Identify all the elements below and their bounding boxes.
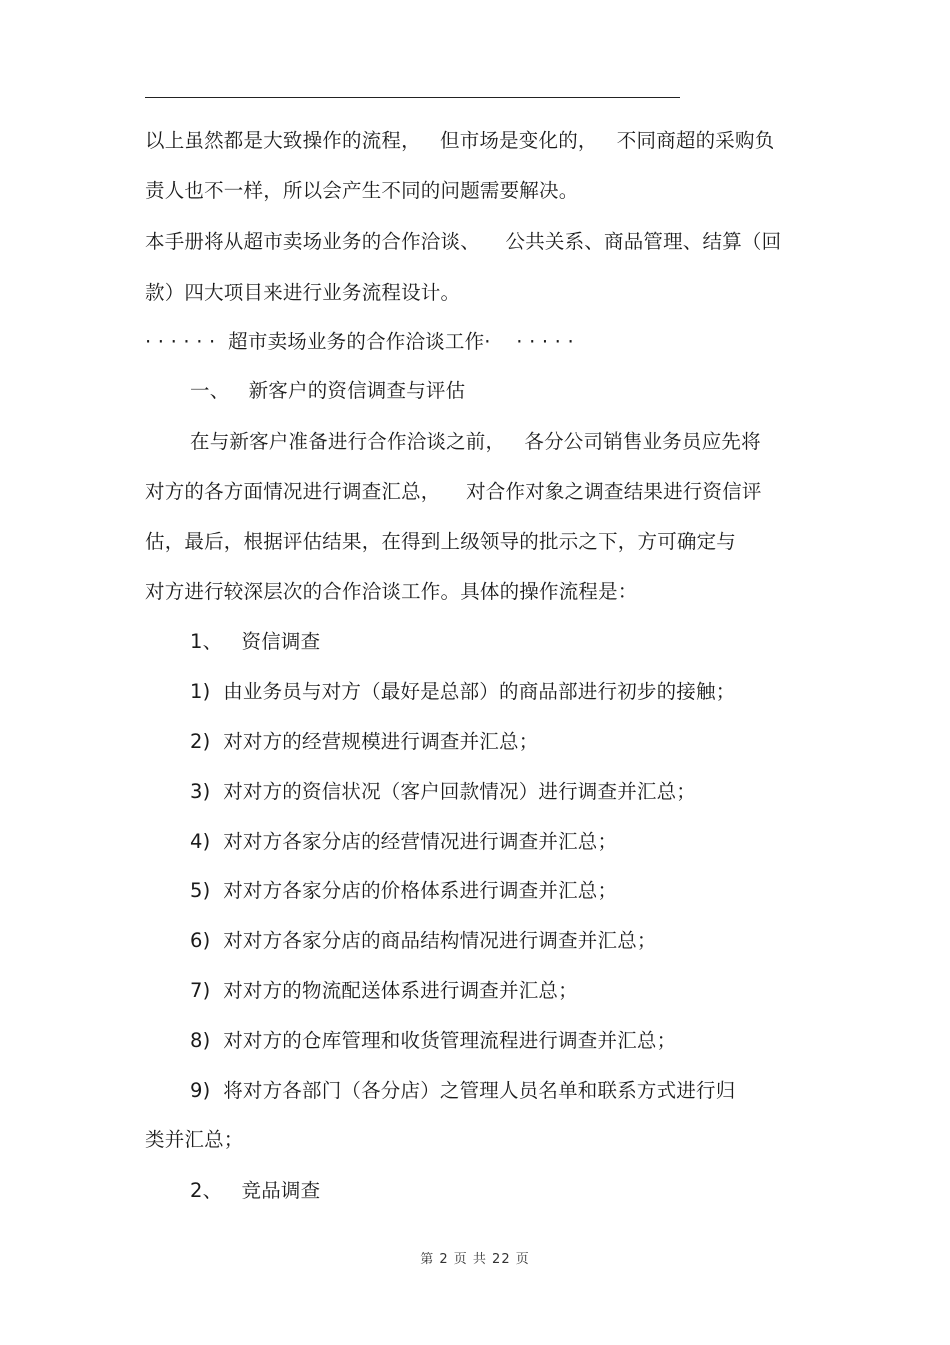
step-1: 1) 由业务员与对方（最好是总部）的商品部进行初步的接触； — [190, 680, 736, 703]
paragraph-2-line-2: 款）四大项目来进行业务流程设计。 — [145, 281, 461, 304]
subsection-title: 一、 新客户的资信调查与评估 — [190, 379, 466, 402]
page-footer: 第 2 页 共 22 页 — [420, 1252, 530, 1267]
step-9-line-2: 类并汇总； — [145, 1128, 244, 1151]
paragraph-1-line-2: 责人也不一样，所以会产生不同的问题需要解决。 — [145, 179, 579, 202]
item-2-title: 2、 竞品调查 — [190, 1179, 321, 1202]
intro-line-4: 对方进行较深层次的合作洽谈工作。具体的操作流程是： — [145, 580, 638, 603]
section-heading: · · · · · · 超市卖场业务的合作洽谈工作· · · · · · — [145, 330, 574, 353]
intro-line-3: 估，最后，根据评估结果，在得到上级领导的批示之下，方可确定与 — [145, 530, 737, 553]
step-6: 6) 对对方各家分店的商品结构情况进行调查并汇总； — [190, 929, 657, 952]
top-rule — [145, 97, 680, 98]
step-3: 3) 对对方的资信状况（客户回款情况）进行调查并汇总； — [190, 780, 697, 803]
step-4: 4) 对对方各家分店的经营情况进行调查并汇总； — [190, 830, 618, 853]
paragraph-1-line-1: 以上虽然都是大致操作的流程， 但市场是变化的， 不同商超的采购负 — [145, 129, 775, 152]
step-7: 7) 对对方的物流配送体系进行调查并汇总； — [190, 979, 578, 1002]
item-1-title: 1、 资信调查 — [190, 630, 321, 653]
intro-line-1: 在与新客户准备进行合作洽谈之前， 各分公司销售业务员应先将 — [190, 430, 761, 453]
step-5: 5) 对对方各家分店的价格体系进行调查并汇总； — [190, 879, 618, 902]
step-9-line-1: 9) 将对方各部门（各分店）之管理人员名单和联系方式进行归 — [190, 1079, 736, 1102]
step-8: 8) 对对方的仓库管理和收货管理流程进行调查并汇总； — [190, 1029, 677, 1052]
paragraph-2-line-1: 本手册将从超市卖场业务的合作洽谈、 公共关系、商品管理、结算（回 — [145, 230, 782, 253]
intro-line-2: 对方的各方面情况进行调查汇总， 对合作对象之调查结果进行资信评 — [145, 480, 762, 503]
step-2: 2) 对对方的经营规模进行调查并汇总； — [190, 730, 539, 753]
